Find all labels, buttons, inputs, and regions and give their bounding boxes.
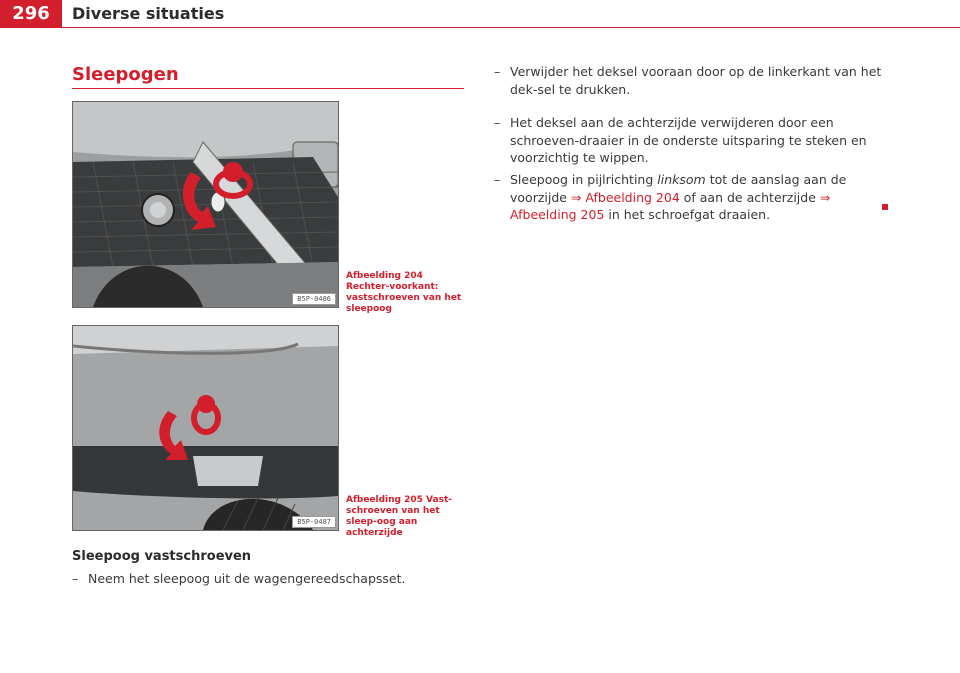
step-item [494,114,886,167]
list-dash: – [494,115,501,130]
section-end-marker [882,204,888,210]
figure-code: B5P-0486 [292,293,336,305]
step-text: Het deksel aan de achterzijde verwijderen door een schroeven-draaier in de onderste uitsparing te steken en voorzichtig te wippen. [510,115,867,165]
step-text-part: of aan de achterzijde [679,189,820,205]
step-item [494,171,886,224]
figure-link-204[interactable]: ⇒ Afbeelding 204 [570,189,680,205]
step-text: Verwijder het deksel vooraan door op de linkerkant van het dek-sel te drukken. [510,64,882,97]
step-item [72,570,464,588]
rear-bumper-illustration [73,326,338,530]
step-text-part: Sleepoog in pijlrichting [510,172,658,187]
step-item [494,63,886,98]
direction-word: linksom [657,172,706,187]
figure-link-205[interactable]: ⇒ Afbeelding 205 [510,189,831,222]
step-text-part: tot de aanslag aan de voorzijde [510,172,847,205]
header-rule [62,27,960,28]
step-text [494,171,886,224]
figure-caption: Afbeelding 204 Rechter-voorkant: vastschroeven van het sleepoog [346,271,462,314]
section-title: Sleepogen [72,64,179,85]
figure-204 [72,101,339,308]
front-bumper-illustration [73,102,338,307]
step-text-part: in het schroefgat draaien. [604,207,771,222]
figure-code: B5P-0487 [292,516,336,528]
step-text: Neem het sleepoog uit de wagengereedschapsset. [88,571,406,586]
chapter-title: Diverse situaties [72,4,225,23]
figure-205 [72,325,339,531]
list-dash: – [72,571,79,586]
figure-caption: Afbeelding 205 Vast-schroeven van het sleep-oog aan achterzijde [346,495,452,538]
list-dash: – [494,172,501,187]
list-dash: – [494,64,501,79]
page-header [0,0,960,30]
page-number: 296 [0,0,62,28]
section-rule [72,88,464,89]
procedure-heading: Sleepoog vastschroeven [72,549,252,564]
